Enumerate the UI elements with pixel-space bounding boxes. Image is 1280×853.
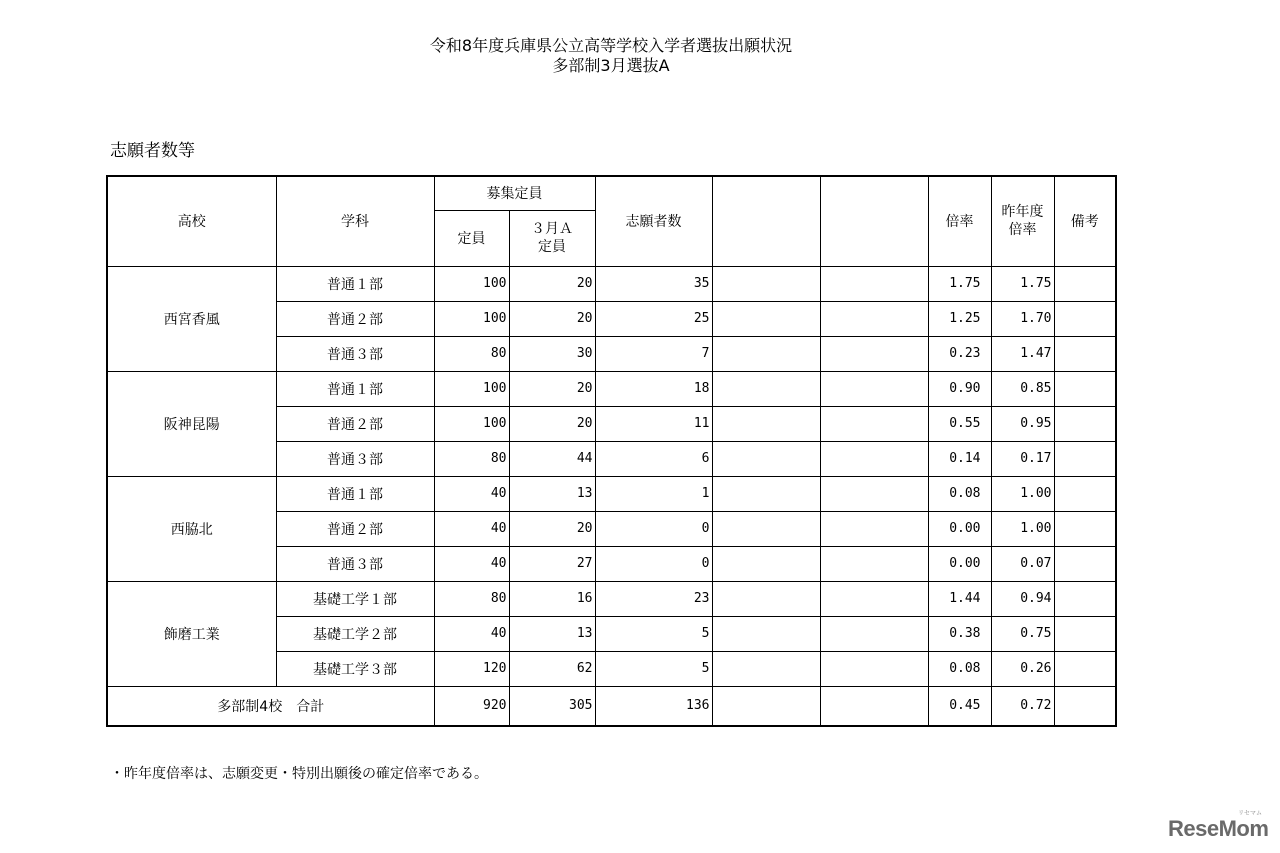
blank-cell-1 [712, 441, 820, 476]
footnote: ・昨年度倍率は、志願変更・特別出願後の確定倍率である。 [110, 766, 488, 782]
capacity-cell: 40 [434, 476, 509, 511]
march-a-cell: 20 [509, 371, 595, 406]
table-body [107, 266, 1116, 726]
department-cell: 普通２部 [276, 406, 434, 441]
resemom-logo: ReseMom [1168, 816, 1269, 841]
march-a-cell: 30 [509, 336, 595, 371]
total-prev-ratio: 0.72 [991, 686, 1054, 726]
applicants-cell: 5 [595, 651, 712, 686]
march-a-cell: 44 [509, 441, 595, 476]
remarks-cell [1054, 266, 1116, 301]
applicants-cell: 5 [595, 616, 712, 651]
applicants-cell: 35 [595, 266, 712, 301]
blank-cell-1 [712, 301, 820, 336]
total-applicants: 136 [595, 686, 712, 726]
remarks-cell [1054, 546, 1116, 581]
header-department: 学科 [276, 176, 434, 266]
blank-cell-1 [712, 336, 820, 371]
prev-ratio-cell: 0.95 [991, 406, 1054, 441]
ratio-cell: 0.90 [928, 371, 991, 406]
applicants-cell: 7 [595, 336, 712, 371]
capacity-cell: 80 [434, 441, 509, 476]
remarks-cell [1054, 581, 1116, 616]
ratio-cell: 0.14 [928, 441, 991, 476]
march-a-cell: 13 [509, 476, 595, 511]
march-a-cell: 20 [509, 511, 595, 546]
department-cell: 普通１部 [276, 476, 434, 511]
applicants-cell: 0 [595, 546, 712, 581]
remarks-cell [1054, 406, 1116, 441]
header-applicants: 志願者数 [595, 176, 712, 266]
march-a-cell: 62 [509, 651, 595, 686]
table-row [107, 476, 1116, 511]
applicants-cell: 6 [595, 441, 712, 476]
prev-ratio-cell: 1.00 [991, 511, 1054, 546]
department-cell: 基礎工学３部 [276, 651, 434, 686]
prev-ratio-cell: 0.26 [991, 651, 1054, 686]
blank-cell-1 [712, 371, 820, 406]
capacity-cell: 80 [434, 581, 509, 616]
remarks-cell [1054, 511, 1116, 546]
prev-ratio-cell: 0.94 [991, 581, 1054, 616]
department-cell: 基礎工学２部 [276, 616, 434, 651]
march-a-cell: 20 [509, 406, 595, 441]
department-cell: 普通２部 [276, 511, 434, 546]
total-blank-2 [820, 686, 928, 726]
blank-cell-2 [820, 581, 928, 616]
applicants-cell: 18 [595, 371, 712, 406]
school-name: 飾磨工業 [107, 581, 276, 686]
march-a-cell: 16 [509, 581, 595, 616]
blank-cell-2 [820, 371, 928, 406]
ratio-cell: 0.55 [928, 406, 991, 441]
blank-cell-1 [712, 406, 820, 441]
ratio-cell: 0.00 [928, 546, 991, 581]
header-remarks: 備考 [1054, 176, 1116, 266]
remarks-cell [1054, 301, 1116, 336]
blank-cell-2 [820, 511, 928, 546]
applicants-cell: 25 [595, 301, 712, 336]
remarks-cell [1054, 441, 1116, 476]
blank-cell-2 [820, 266, 928, 301]
table-row [107, 266, 1116, 301]
capacity-cell: 100 [434, 266, 509, 301]
ratio-cell: 0.08 [928, 476, 991, 511]
header-school: 高校 [107, 176, 276, 266]
document-subtitle: 多部制3月選抜A [552, 56, 670, 75]
school-name: 西宮香風 [107, 266, 276, 371]
school-name: 西脇北 [107, 476, 276, 581]
total-row [107, 686, 1116, 726]
prev-ratio-cell: 1.75 [991, 266, 1054, 301]
applicants-cell: 0 [595, 511, 712, 546]
department-cell: 普通２部 [276, 301, 434, 336]
header-blank-2 [820, 176, 928, 266]
capacity-cell: 100 [434, 371, 509, 406]
document-title: 令和8年度兵庫県公立高等学校入学者選抜出願状況 [429, 36, 793, 55]
capacity-cell: 80 [434, 336, 509, 371]
total-march-a: 305 [509, 686, 595, 726]
table-row [107, 371, 1116, 406]
prev-ratio-cell: 1.00 [991, 476, 1054, 511]
blank-cell-2 [820, 441, 928, 476]
blank-cell-2 [820, 336, 928, 371]
remarks-cell [1054, 651, 1116, 686]
applicants-cell: 1 [595, 476, 712, 511]
ratio-cell: 0.38 [928, 616, 991, 651]
prev-ratio-cell: 0.17 [991, 441, 1054, 476]
prev-ratio-cell: 1.70 [991, 301, 1054, 336]
blank-cell-2 [820, 616, 928, 651]
ratio-cell: 1.75 [928, 266, 991, 301]
march-a-cell: 20 [509, 301, 595, 336]
section-label: 志願者数等 [110, 141, 195, 161]
header-ratio: 倍率 [928, 176, 991, 266]
school-name: 阪神昆陽 [107, 371, 276, 476]
header-march-a: ３月Ａ 定員 [509, 210, 595, 266]
department-cell: 普通３部 [276, 336, 434, 371]
prev-ratio-cell: 0.75 [991, 616, 1054, 651]
ratio-cell: 1.25 [928, 301, 991, 336]
prev-ratio-cell: 0.07 [991, 546, 1054, 581]
applicants-table [106, 175, 1117, 727]
blank-cell-1 [712, 616, 820, 651]
table-row [107, 581, 1116, 616]
total-remarks [1054, 686, 1116, 726]
capacity-cell: 100 [434, 406, 509, 441]
department-cell: 普通１部 [276, 266, 434, 301]
remarks-cell [1054, 371, 1116, 406]
prev-ratio-cell: 1.47 [991, 336, 1054, 371]
ratio-cell: 0.23 [928, 336, 991, 371]
total-label: 多部制4校 合計 [107, 686, 434, 726]
department-cell: 普通３部 [276, 441, 434, 476]
ratio-cell: 0.08 [928, 651, 991, 686]
blank-cell-1 [712, 511, 820, 546]
march-a-cell: 13 [509, 616, 595, 651]
march-a-cell: 27 [509, 546, 595, 581]
total-blank-1 [712, 686, 820, 726]
blank-cell-2 [820, 476, 928, 511]
applicants-cell: 23 [595, 581, 712, 616]
prev-ratio-cell: 0.85 [991, 371, 1054, 406]
header-recruit-group: 募集定員 [434, 176, 595, 210]
department-cell: 普通１部 [276, 371, 434, 406]
department-cell: 基礎工学１部 [276, 581, 434, 616]
header-blank-1 [712, 176, 820, 266]
blank-cell-2 [820, 301, 928, 336]
blank-cell-1 [712, 266, 820, 301]
department-cell: 普通３部 [276, 546, 434, 581]
ratio-cell: 0.00 [928, 511, 991, 546]
blank-cell-2 [820, 546, 928, 581]
blank-cell-1 [712, 651, 820, 686]
capacity-cell: 40 [434, 616, 509, 651]
total-ratio: 0.45 [928, 686, 991, 726]
ratio-cell: 1.44 [928, 581, 991, 616]
capacity-cell: 120 [434, 651, 509, 686]
remarks-cell [1054, 476, 1116, 511]
capacity-cell: 40 [434, 546, 509, 581]
blank-cell-2 [820, 651, 928, 686]
blank-cell-1 [712, 581, 820, 616]
capacity-cell: 40 [434, 511, 509, 546]
remarks-cell [1054, 336, 1116, 371]
blank-cell-2 [820, 406, 928, 441]
logo-subtext: リセマム [1238, 811, 1262, 817]
capacity-cell: 100 [434, 301, 509, 336]
applicants-cell: 11 [595, 406, 712, 441]
march-a-cell: 20 [509, 266, 595, 301]
header-prev-ratio: 昨年度 倍率 [991, 176, 1054, 266]
blank-cell-1 [712, 546, 820, 581]
total-capacity: 920 [434, 686, 509, 726]
remarks-cell [1054, 616, 1116, 651]
header-capacity: 定員 [434, 210, 509, 266]
blank-cell-1 [712, 476, 820, 511]
